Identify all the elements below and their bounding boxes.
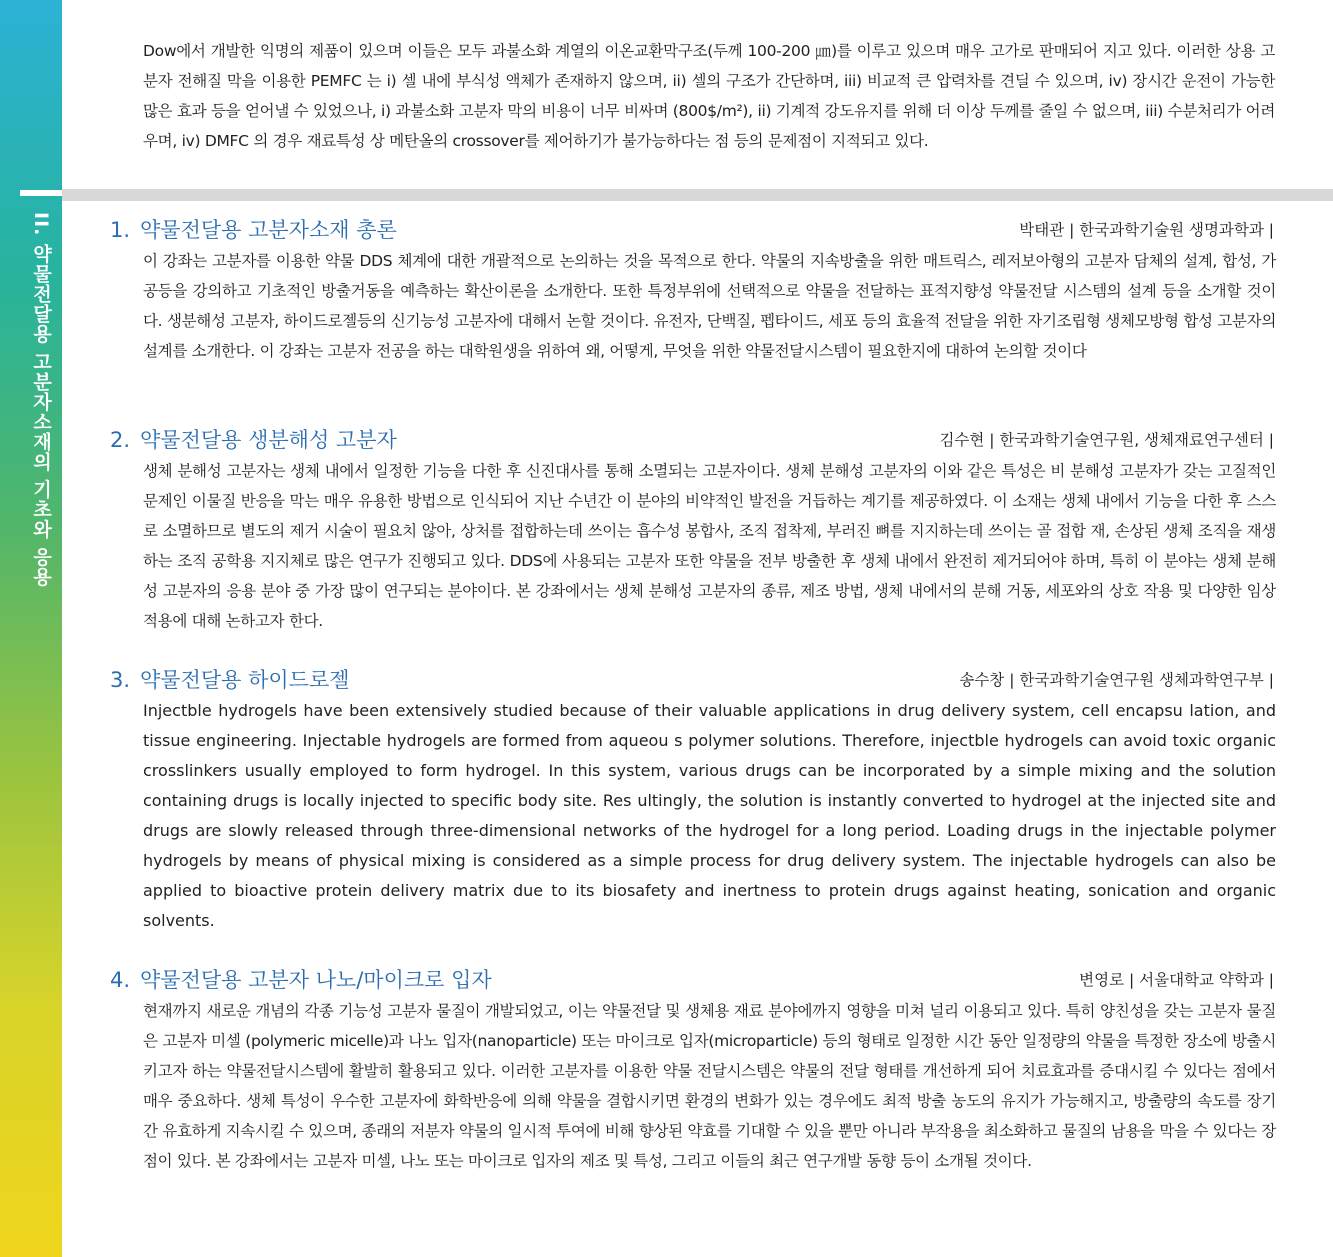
section-title-text: 약물전달용 고분자 나노/마이크로 입자	[140, 968, 492, 992]
section-divider	[62, 189, 1333, 201]
section-number: 2.	[110, 428, 131, 452]
section-author: 변영로 | 서울대학교 약학과 |	[1079, 971, 1274, 989]
section-4	[110, 964, 1276, 1176]
section-author: 송수창 | 한국과학기술연구원 생체과학연구부 |	[959, 671, 1274, 689]
section-3	[110, 664, 1276, 936]
section-number: 1.	[110, 218, 131, 242]
section-body: 생체 분해성 고분자는 생체 내에서 일정한 기능을 다한 후 신진대사를 통해 소멸되는 고분자이다. 생체 분해성 고분자의 이와 같은 특성은 비 분해성 고분자가 갖는 고질적인 문제인 이물질 반응을 막는 매우 유용한 방법으로 인식되어 지난 수년간 이 분야의 비약적인 발전을 거듭하는 계기를 제공하였다. 이 소재는 생체 내에서 기능을 다한 후 스스로 소멸하므로 별도의 제거 시술이 필요치 않아, 상처를 접합하는데 쓰이는 흡수성 봉합사, 조직 접착제, 부러진 뼈를 지지하는데 쓰이는 골 접합 재, 손상된 생체 조직을 재생하는 조직 공학용 지지체로 많은 연구가 진행되고 있다. DDS에 사용되는 고분자 또한 약물을 전부 방출한 후 생체 내에서 완전히 제거되어야 하며, 특히 이 분야는 생체 분해성 고분자의 응용 분야 중 가장 많이 연구되는 분야이다. 본 강좌에서는 생체 분해성 고분자의 종류, 제조 방법, 생체 내에서의 분해 거동, 세포와의 상호 작용 및 다양한 임상 적용에 대해 논하고자 한다.	[143, 462, 1276, 630]
section-title	[110, 214, 397, 244]
section-title-text: 약물전달용 하이드로젤	[140, 668, 350, 692]
section-body: 이 강좌는 고분자를 이용한 약물 DDS 체계에 대한 개괄적으로 논의하는 것을 목적으로 한다. 약물의 지속방출을 위한 매트릭스, 레저보아형의 고분자 담체의 설계, 합성, 가공등을 강의하고 기초적인 방출거동을 예측하는 확산이론을 소개한다. 또한 특정부위에 선택적으로 약물을 전달하는 표적지향성 약물전달 시스템의 설계 등을 소개할 것이다. 생분해성 고분자, 하이드로젤등의 신기능성 고분자에 대해서 논할 것이다. 유전자, 단백질, 펩타이드, 세포 등의 효율적 전달을 위한 자기조립형 생체모방형 합성 고분자의 설계를 소개한다. 이 강좌는 고분자 전공을 하는 대학원생을 위하여 왜, 어떻게, 무엇을 위한 약물전달시스템이 필요한지에 대하여 논의할 것이다	[143, 252, 1276, 360]
section-2	[110, 424, 1276, 636]
section-1	[110, 214, 1276, 366]
section-title-text: 약물전달용 고분자소재 총론	[140, 218, 397, 242]
section-number: 3.	[110, 668, 131, 692]
section-title	[110, 424, 397, 454]
section-header	[110, 214, 1276, 246]
section-author: 김수현 | 한국과학기술연구원, 생체재료연구센터 |	[939, 431, 1274, 449]
section-header	[110, 424, 1276, 456]
section-body: 현재까지 새로운 개념의 각종 기능성 고분자 물질이 개발되었고, 이는 약물전달 및 생체용 재료 분야에까지 영향을 미쳐 널리 이용되고 있다. 특히 양친성을 갖는 고분자 물질은 고분자 미셀 (polymeric micelle)과 나노 입자(nanoparticle) 또는 마이크로 입자(microparticle) 등의 형태로 일정한 시간 동안 일정량의 약물을 특정한 장소에 방출시키고자 하는 약물전달시스템에 활발히 활용되고 있다. 이러한 고분자를 이용한 약물 전달시스템은 약물의 전달 형태를 개선하게 되어 치료효과를 증대시킬 수 있다는 점에서 매우 중요하다. 생체 특성이 우수한 고분자에 화학반응에 의해 약물을 결합시키면 환경의 변화가 있는 경우에도 최적 방출 농도의 유지가 가능해지고, 방출량의 속도를 장기간 유효하게 지속시킬 수 있으며, 종래의 저분자 약물의 일시적 투여에 비해 향상된 약효를 기대할 수 있을 뿐만 아니라 부작용을 최소화하고 물질의 남용을 막을 수 있다는 장점이 있다. 본 강좌에서는 고분자 미셀, 나노 또는 마이크로 입자의 제조 및 특성, 그리고 이들의 최근 연구개발 동향 등이 소개될 것이다.	[143, 1002, 1276, 1170]
sidebar-band	[0, 0, 62, 1257]
section-title-text: 약물전달용 생분해성 고분자	[140, 428, 397, 452]
intro-paragraph: Dow에서 개발한 익명의 제품이 있으며 이들은 모두 과불소화 계열의 이온교환막구조(두께 100-200 ㎛)를 이루고 있으며 매우 고가로 판매되어 지고 있다. 이러한 상용 고분자 전해질 막을 이용한 PEMFC 는 i) 셀 내에 부식성 액체가 존재하지 않으며, ii) 셀의 구조가 간단하며, iii) 비교적 큰 압력차를 견딜 수 있으며, iv) 장시간 운전이 가능한 많은 효과 등을 얻어낼 수 있었으나, i) 과불소화 고분자 막의 비용이 너무 비싸며 (800$/m²), ii) 기계적 강도유지를 위해 더 이상 두께를 줄일 수 없으며, iii) 수분처리가 어려우며, iv) DMFC 의 경우 재료특성 상 메탄올의 crossover를 제어하기가 불가능하다는 점 등의 문제점이 지적되고 있다.	[143, 42, 1275, 150]
sidebar-chapter-title: II. 약물전달용 고분자소재의 기초와 응용	[30, 212, 52, 587]
section-title	[110, 964, 492, 994]
section-author: 박태관 | 한국과학기술원 생명과학과 |	[1019, 221, 1274, 239]
section-header	[110, 664, 1276, 696]
section-title	[110, 664, 350, 694]
section-number: 4.	[110, 968, 131, 992]
sidebar-tab-marker	[20, 190, 62, 196]
section-body: Injectble hydrogels have been extensively studied because of their valuable applications in drug delivery system, cell encapsu lation, and tissue engineering. Injectable hydrogels are formed from aqueou s polymer solutions. Therefore, injectble hydrogels can avoid toxic organic crosslinkers usually employed to form hydrogel. In this system, various drugs can be incorporated by a simple mixing and the solution containing drugs is locally injected to specific body site. Res ultingly, the solution is instantly converted to hydrogel at the injected site and drugs are slowly released through three-dimensional networks of the hydrogel for a long period. Loading drugs in the injectable polymer hydrogels by means of physical mixing is considered as a simple process for drug delivery system. The injectable hydrogels can also be applied to bioactive protein delivery matrix due to its biosafety and inertness to protein drugs against heating, sonication and organic solvents.	[143, 701, 1276, 930]
section-header	[110, 964, 1276, 996]
